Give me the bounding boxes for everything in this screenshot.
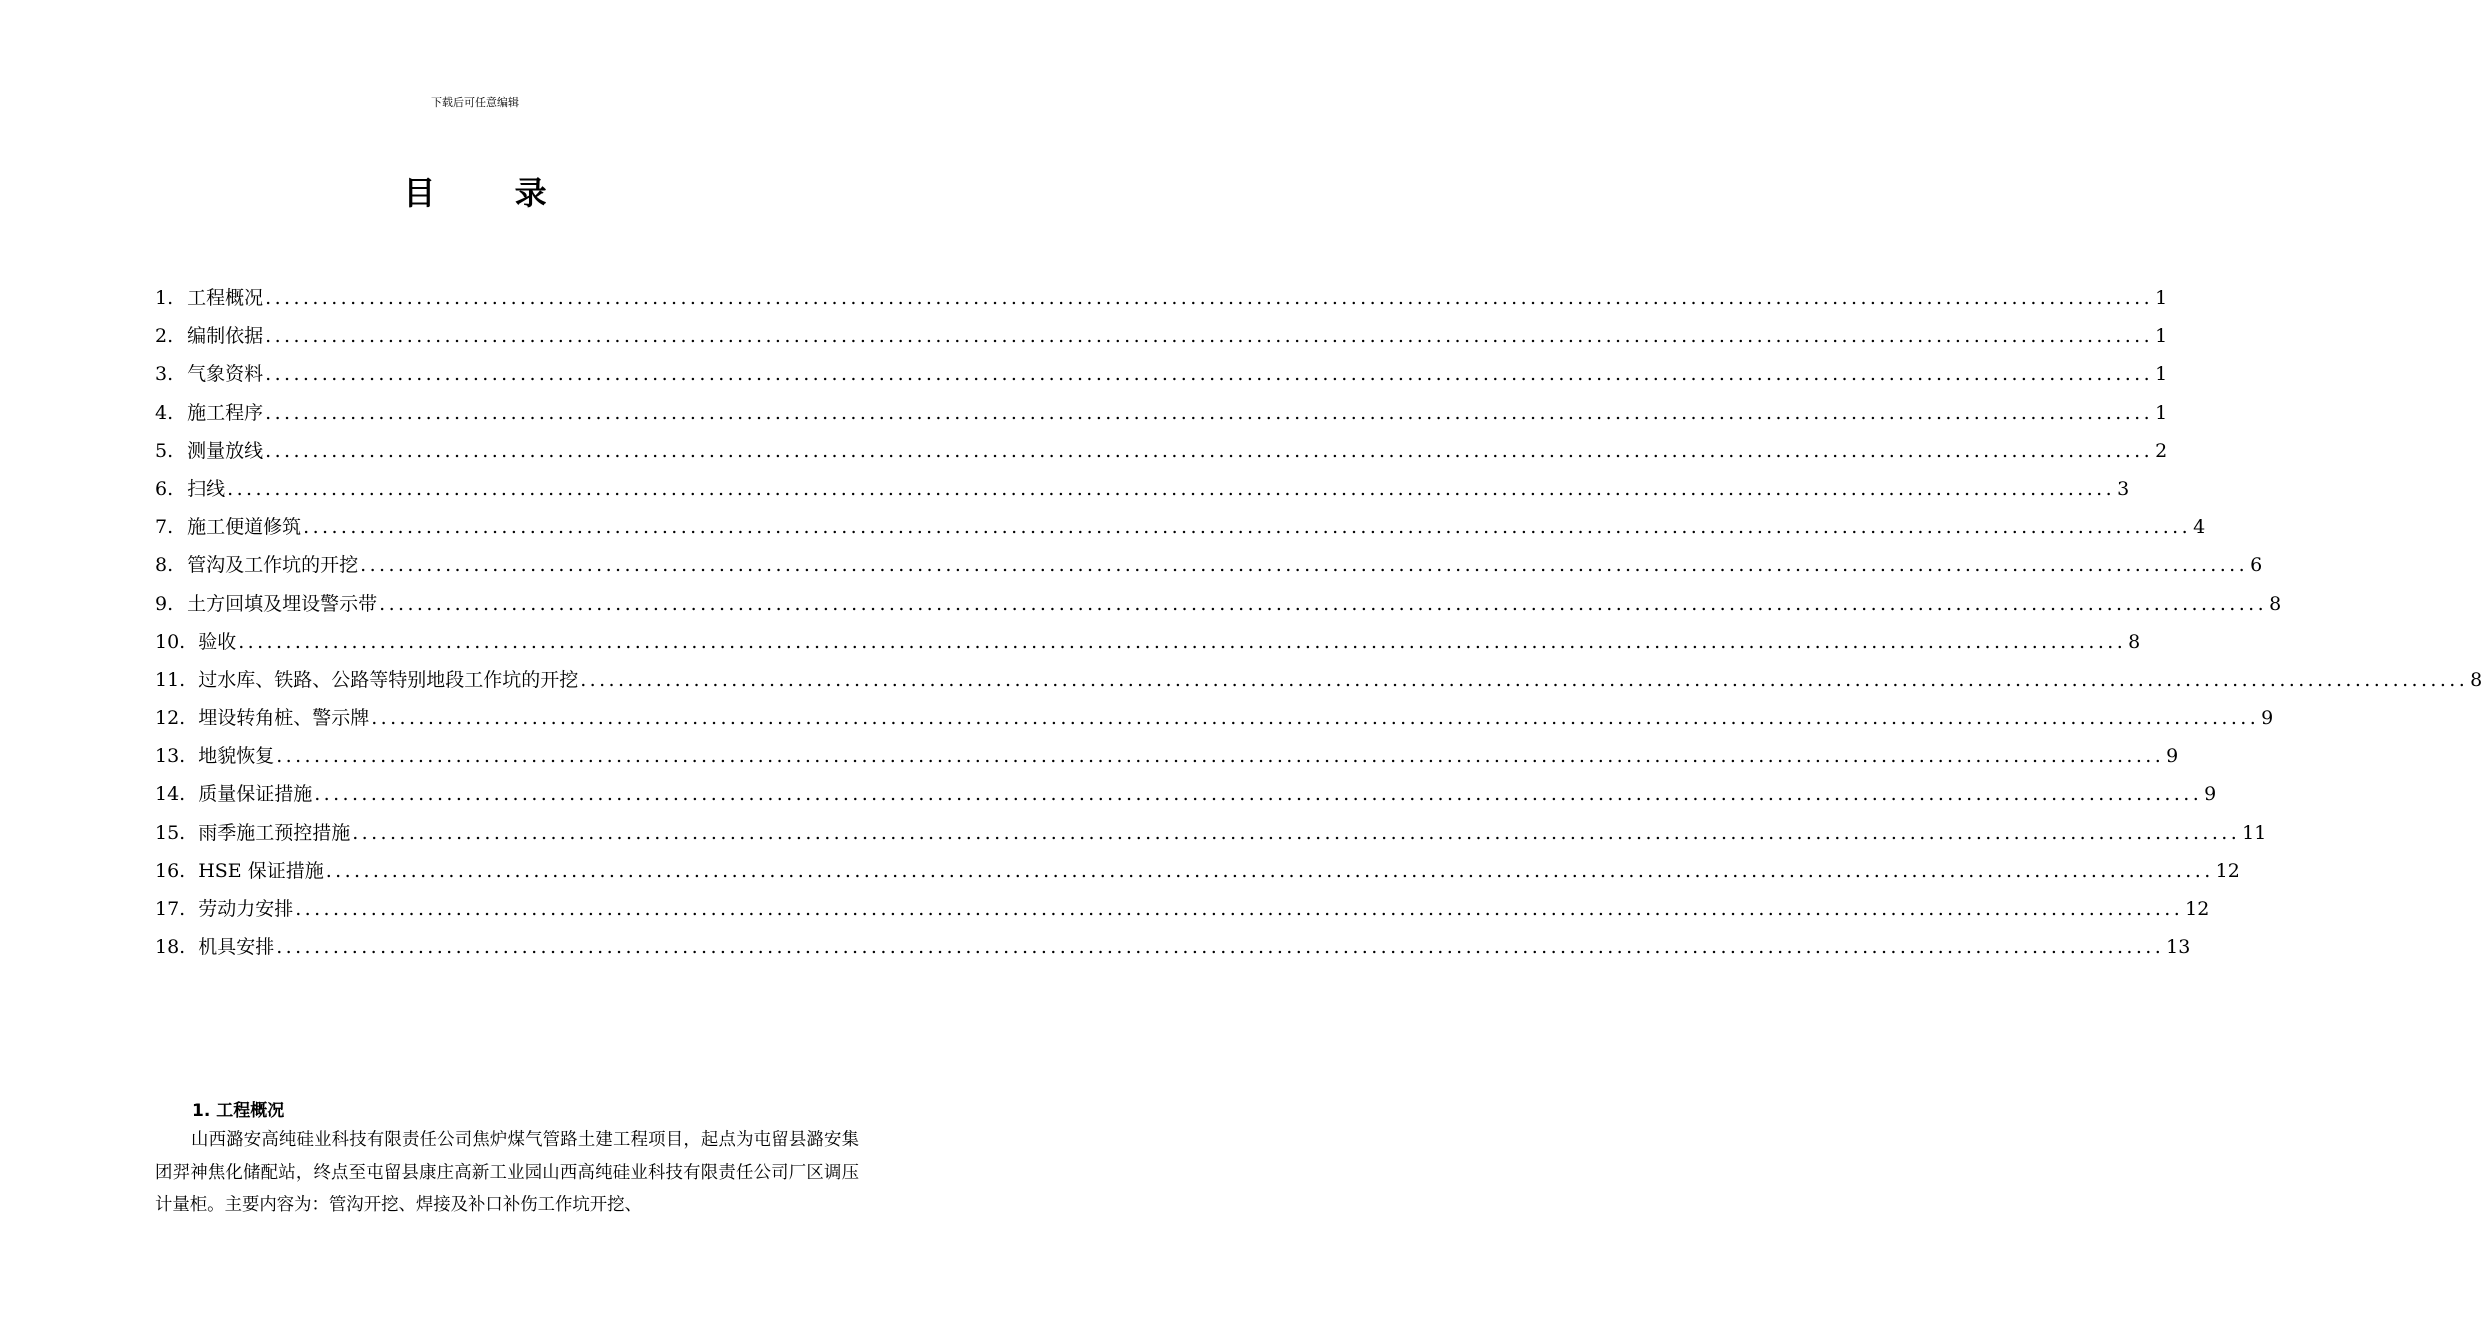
toc-entry[interactable] [155, 321, 2168, 359]
toc-entry-title: 扫线 [187, 477, 226, 500]
toc-entry-leader: ........................................................................................................................................................................................................ [276, 936, 2165, 959]
toc-entry-title: HSE 保证措施 [198, 859, 324, 882]
toc-entry-number: 13. [155, 745, 186, 768]
toc-entry-title: 过水库、铁路、公路等特别地段工作坑的开挖 [198, 668, 579, 691]
toc-entry-number: 18. [155, 936, 186, 959]
toc-entry[interactable] [155, 589, 2282, 627]
toc-entry-leader: ........................................................................................................................................................................................................ [303, 516, 2192, 539]
toc-entry-page: 9 [2261, 707, 2274, 730]
toc-entry-title: 管沟及工作坑的开挖 [187, 554, 359, 577]
toc-entry-page: 6 [2250, 554, 2263, 577]
toc-entry-number: 2. [155, 325, 174, 348]
toc-entry-title: 施工便道修筑 [187, 516, 302, 539]
toc-entry-leader: ........................................................................................................................................................................................................ [276, 745, 2165, 768]
toc-entry-number: 6. [155, 477, 174, 500]
header-note: 下载后可任意编辑 [431, 96, 519, 109]
toc-entry-leader: ........................................................................................................................................................................................................ [295, 898, 2184, 920]
toc-entry-page: 9 [2204, 783, 2217, 806]
toc-entry-number: 15. [155, 821, 186, 844]
toc-entry-page: 3 [2117, 477, 2130, 500]
toc-entry[interactable] [155, 627, 2141, 665]
toc-entry-page: 11 [2242, 821, 2267, 844]
toc-entry-leader: ........................................................................................................................................................................................................ [265, 287, 2154, 309]
toc-entry-title: 施工程序 [187, 401, 264, 424]
toc-entry-title: 土方回填及埋设警示带 [187, 592, 378, 615]
toc-entry[interactable] [155, 283, 2168, 321]
toc-entry-number: 9. [155, 592, 174, 615]
toc-entry[interactable] [155, 665, 2482, 703]
toc-entry-title: 工程概况 [187, 287, 264, 309]
toc-entry-page: 1 [2155, 287, 2168, 309]
toc-entry-number: 7. [155, 516, 174, 539]
toc-entry-number: 17. [155, 898, 186, 920]
toc-entry-title: 气象资料 [187, 363, 264, 386]
toc-entry-number: 5. [155, 439, 174, 462]
toc-entry-number: 10. [155, 630, 186, 653]
toc-entry[interactable] [155, 359, 2168, 397]
toc-entry-number: 14. [155, 783, 186, 806]
toc-entry-leader: ........................................................................................................................................................................................................ [360, 554, 2249, 577]
toc-entry-leader: ........................................................................................................................................................................................................ [238, 630, 2127, 653]
toc-title: 目 录 [403, 174, 581, 212]
toc-entry-leader: ........................................................................................................................................................................................................ [265, 325, 2154, 348]
toc-entry[interactable] [155, 474, 2130, 512]
toc-entry[interactable] [155, 818, 2267, 856]
toc-entry[interactable] [155, 512, 2206, 550]
section-heading: 1. 工程概况 [192, 1101, 285, 1121]
toc-entry-page: 1 [2155, 401, 2168, 424]
toc-entry-number: 1. [155, 287, 174, 309]
toc-entry-page: 12 [2215, 859, 2240, 882]
toc-entry-leader: ........................................................................................................................................................................................................ [265, 363, 2154, 386]
toc-entry[interactable] [155, 550, 2263, 588]
toc-entry-page: 8 [2269, 592, 2282, 615]
toc-entry-leader: ........................................................................................................................................................................................................ [580, 668, 2469, 691]
toc-entry-page: 9 [2166, 745, 2179, 768]
toc-entry-number: 4. [155, 401, 174, 424]
table-of-contents [155, 283, 2482, 970]
toc-entry[interactable] [155, 932, 2191, 970]
toc-entry-title: 雨季施工预控措施 [198, 821, 351, 844]
toc-entry-title: 机具安排 [198, 936, 275, 959]
toc-entry-number: 12. [155, 707, 186, 730]
toc-entry-page: 1 [2155, 325, 2168, 348]
toc-entry-page: 1 [2155, 363, 2168, 386]
toc-entry-number: 16. [155, 859, 186, 882]
toc-entry-leader: ........................................................................................................................................................................................................ [325, 859, 2214, 882]
toc-entry-title: 测量放线 [187, 439, 264, 462]
toc-entry-leader: ........................................................................................................................................................................................................ [352, 821, 2241, 844]
toc-entry[interactable] [155, 894, 2210, 932]
toc-entry[interactable] [155, 398, 2168, 436]
toc-entry-title: 质量保证措施 [198, 783, 313, 806]
toc-entry-number: 11. [155, 668, 186, 691]
toc-entry-page: 8 [2128, 630, 2141, 653]
toc-entry-page: 13 [2166, 936, 2191, 959]
toc-entry-title: 编制依据 [187, 325, 264, 348]
toc-entry[interactable] [155, 436, 2168, 474]
toc-entry[interactable] [155, 856, 2240, 894]
toc-entry[interactable] [155, 741, 2179, 779]
toc-entry-leader: ........................................................................................................................................................................................................ [314, 783, 2203, 806]
section-body: 山西潞安高纯硅业科技有限责任公司焦炉煤气管路土建工程项目，起点为屯留县潞安集团羿神焦化储配站，终点至屯留县康庄高新工业园山西高纯硅业科技有限责任公司厂区调压计量柜。主要内容为：管沟开挖、焊接及补口补伤工作坑开挖、 [155, 1130, 859, 1215]
toc-entry-page: 2 [2155, 439, 2168, 462]
toc-entry-page: 12 [2185, 898, 2210, 920]
toc-entry-page: 4 [2193, 516, 2206, 539]
toc-entry-leader: ........................................................................................................................................................................................................ [379, 592, 2268, 615]
toc-entry-title: 地貌恢复 [198, 745, 275, 768]
toc-entry-leader: ........................................................................................................................................................................................................ [227, 477, 2116, 500]
toc-entry-leader: ........................................................................................................................................................................................................ [265, 401, 2154, 424]
toc-entry-title: 验收 [198, 630, 237, 653]
toc-entry-leader: ........................................................................................................................................................................................................ [265, 439, 2154, 462]
toc-entry-number: 3. [155, 363, 174, 386]
toc-entry[interactable] [155, 703, 2274, 741]
toc-entry-number: 8. [155, 554, 174, 577]
toc-entry[interactable] [155, 779, 2217, 817]
toc-entry-title: 埋设转角桩、警示牌 [198, 707, 370, 730]
toc-entry-leader: ........................................................................................................................................................................................................ [371, 707, 2260, 730]
toc-entry-page: 8 [2470, 668, 2482, 691]
toc-entry-title: 劳动力安排 [198, 898, 294, 920]
